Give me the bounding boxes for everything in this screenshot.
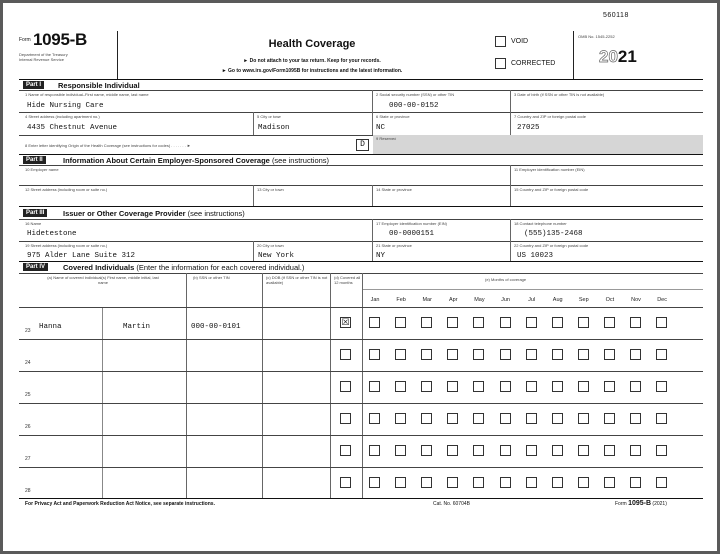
month-checkbox-jun[interactable] [500, 477, 511, 488]
part3-top-rule [19, 206, 703, 207]
month-checkbox-oct[interactable] [604, 445, 615, 456]
table-row-rule [19, 435, 703, 436]
row-number: 28 [25, 488, 31, 494]
month-checkbox-sep[interactable] [578, 413, 589, 424]
month-checkbox-dec[interactable] [656, 381, 667, 392]
month-label-jul: Jul [528, 297, 536, 303]
month-checkbox-apr[interactable] [447, 413, 458, 424]
field4-value[interactable]: 4435 Chestnut Avenue [27, 124, 118, 132]
field18-value[interactable]: (555)135-2468 [524, 230, 583, 238]
month-checkbox-mar[interactable] [421, 445, 432, 456]
footer-form-prefix: Form [615, 501, 627, 507]
covered-all-12-months-checkbox[interactable]: ☒ [341, 317, 350, 327]
month-checkbox-nov[interactable] [630, 413, 641, 424]
month-checkbox-jul[interactable] [526, 413, 537, 424]
field15-label: 15 Country and ZIP or foreign postal code [514, 187, 589, 192]
month-label-sep: Sep [578, 297, 589, 303]
month-checkbox-jan[interactable] [369, 317, 380, 328]
table-row-rule [19, 403, 703, 404]
month-checkbox-jan[interactable] [369, 477, 380, 488]
p1r2-div-b [372, 112, 373, 135]
month-checkbox-dec[interactable] [656, 413, 667, 424]
footer-cat-number: Cat. No. 60704B [433, 501, 470, 507]
instruction-line-1: ► Do not attach to your tax return. Keep for your records. [243, 58, 381, 64]
row-number: 27 [25, 456, 31, 462]
month-checkbox-apr[interactable] [447, 445, 458, 456]
month-checkbox-aug[interactable] [552, 413, 563, 424]
tax-year [599, 47, 637, 67]
header-divider-right [573, 31, 574, 79]
field19-value[interactable]: 975 Alder Lane Suite 312 [27, 252, 136, 260]
field3-label: 3 Date of birth (if SSN or other TIN is not available) [514, 92, 605, 97]
month-checkbox-oct[interactable] [604, 477, 615, 488]
row-number: 23 [25, 328, 31, 334]
part3-label: Part III [23, 209, 47, 217]
tax-year-prefix: 20 [599, 47, 618, 66]
month-checkbox-nov[interactable] [630, 381, 641, 392]
month-checkbox-feb[interactable] [395, 413, 406, 424]
month-label-dec: Dec [657, 297, 667, 303]
field6-label: 6 State or province [376, 114, 410, 119]
col-a-header: (a) Name of covered individual(s) First name, middle initial, last name [47, 275, 159, 285]
month-checkbox-may[interactable] [473, 445, 484, 456]
field17-value[interactable]: 00-0000151 [389, 230, 435, 238]
part2-row1-top [19, 165, 703, 166]
months-subheader-rule [362, 289, 703, 290]
field17-label: 17 Employer identification number (EIN) [376, 221, 447, 226]
part3-title [63, 209, 245, 218]
col-b-header: (b) SSN or other TIN [193, 275, 230, 280]
p2r2-div-b [372, 185, 373, 206]
field10-label: 10 Employer name [25, 167, 59, 172]
month-checkbox-aug[interactable] [552, 477, 563, 488]
part4-title-note: (Enter the information for each covered individual.) [136, 263, 305, 272]
month-checkbox-apr[interactable] [447, 477, 458, 488]
month-checkbox-apr[interactable] [447, 349, 458, 360]
field1-label: 1 Name of responsible individual–First name, middle name, last name [25, 92, 149, 97]
footer-privacy-notice: For Privacy Act and Paperwork Reduction Act Notice, see separate instructions. [25, 501, 215, 507]
p3r2-div-a [253, 241, 254, 261]
month-checkbox-may[interactable] [473, 317, 484, 328]
month-label-oct: Oct [605, 297, 615, 303]
part3-row2-top [19, 241, 703, 242]
field11-label: 11 Employer identification number (EIN) [514, 167, 585, 172]
field16-label: 16 Name [25, 221, 42, 226]
month-checkbox-aug[interactable] [552, 317, 563, 328]
field1-value[interactable]: Hide Nursing Care [27, 102, 104, 110]
part4-label: Part IV [23, 263, 48, 271]
col-c-header: (c) DOB (if SSN or other TIN is not available) [266, 275, 328, 285]
month-checkbox-mar[interactable] [421, 349, 432, 360]
field12-label: 12 Street address (including room or suite no.) [25, 187, 108, 192]
month-checkbox-feb[interactable] [395, 445, 406, 456]
month-label-apr: Apr [449, 297, 458, 303]
month-checkbox-dec[interactable] [656, 477, 667, 488]
p2r1-div [510, 165, 511, 185]
month-checkbox-jan[interactable] [369, 413, 380, 424]
field21-label: 21 State or province [376, 243, 412, 248]
table-row-rule [19, 467, 703, 468]
document-code: 560118 [603, 12, 629, 19]
void-checkbox[interactable] [495, 36, 506, 47]
p1r1-div-b [510, 90, 511, 112]
month-checkbox-jun[interactable] [500, 413, 511, 424]
instruction-line-2: ► Go to www.irs.gov/Form1095B for instructions and the latest information. [221, 68, 403, 74]
form-1095b-page [3, 3, 717, 551]
month-checkbox-nov[interactable] [630, 445, 641, 456]
part3-row1-top [19, 219, 703, 220]
month-checkbox-may[interactable] [473, 477, 484, 488]
month-checkbox-sep[interactable] [578, 317, 589, 328]
month-checkbox-apr[interactable] [447, 381, 458, 392]
part1-top-rule [19, 79, 703, 80]
month-checkbox-feb[interactable] [395, 349, 406, 360]
month-checkbox-nov[interactable] [630, 317, 641, 328]
month-checkbox-sep[interactable] [578, 445, 589, 456]
month-label-nov: Nov [631, 297, 641, 303]
table-row-rule [19, 307, 703, 308]
month-checkbox-feb[interactable] [395, 381, 406, 392]
month-checkbox-mar[interactable] [421, 413, 432, 424]
field20-label: 20 City or town [257, 243, 284, 248]
field6-value[interactable]: NC [376, 124, 386, 132]
part2-title-main: Information About Certain Employer-Sponsored Coverage [63, 156, 270, 165]
field9-reserved [373, 135, 703, 154]
month-label-feb: Feb [396, 297, 406, 303]
row-number: 24 [25, 360, 31, 366]
part2-row2-top [19, 185, 703, 186]
p3r1-div-a [372, 219, 373, 241]
p1r2-div-c [510, 112, 511, 135]
part1-title: Responsible Individual [58, 81, 140, 90]
month-checkbox-nov[interactable] [630, 349, 641, 360]
covered-all-12-months-checkbox[interactable] [340, 413, 351, 424]
omb-number: OMB No. 1545-2252 [578, 34, 615, 39]
month-checkbox-may[interactable] [473, 349, 484, 360]
part2-title-note: (see instructions) [271, 156, 330, 165]
field8-label: 8 Enter letter identifying Origin of the Health Coverage (see instructions for codes) . . . . . . . ► [25, 143, 191, 148]
table-row-rule [19, 371, 703, 372]
p3r2-div-c [510, 241, 511, 261]
month-checkbox-feb[interactable] [395, 477, 406, 488]
month-checkbox-jul[interactable] [526, 381, 537, 392]
part1-label: Part I [23, 81, 44, 89]
field7-label: 7 Country and ZIP or foreign postal code [514, 114, 586, 119]
row-number: 26 [25, 424, 31, 430]
month-checkbox-jan[interactable] [369, 349, 380, 360]
field19-label: 19 Street address (including room or suite no.) [25, 243, 108, 248]
month-checkbox-oct[interactable] [604, 349, 615, 360]
month-checkbox-dec[interactable] [656, 317, 667, 328]
part4-title-main: Covered Individuals [63, 263, 135, 272]
covered-ssn[interactable]: 000-00-0101 [191, 323, 241, 331]
field9-label: 9 Reserved [376, 136, 397, 141]
part2-top-rule [19, 154, 703, 155]
month-checkbox-dec[interactable] [656, 445, 667, 456]
part4-top-rule [19, 261, 703, 262]
footer-form-number: 1095-B [628, 500, 652, 507]
dept-line-1: Department of the Treasury [19, 52, 68, 57]
tax-year-suffix: 21 [617, 47, 637, 66]
covered-last-name[interactable]: Martin [123, 323, 151, 331]
form-number: 1095-B [33, 30, 87, 49]
month-label-mar: Mar [422, 297, 432, 303]
field5-value[interactable]: Madison [258, 124, 290, 132]
month-checkbox-apr[interactable] [447, 317, 458, 328]
month-checkbox-aug[interactable] [552, 349, 563, 360]
void-label: VOID [511, 38, 529, 45]
field16-value[interactable]: Hidetestone [27, 230, 77, 238]
table-row-rule [19, 339, 703, 340]
covered-all-12-months-checkbox[interactable] [340, 349, 351, 360]
part4-title [63, 263, 304, 272]
covered-all-12-months-checkbox[interactable] [340, 445, 351, 456]
dept-line-2: Internal Revenue Service [19, 57, 64, 62]
field20-value[interactable]: New York [258, 252, 295, 260]
month-checkbox-feb[interactable] [395, 317, 406, 328]
form-prefix: Form [19, 37, 31, 43]
p3r2-div-b [372, 241, 373, 261]
p2r2-div-a [253, 185, 254, 206]
month-label-jan: Jan [370, 297, 380, 303]
part3-title-main: Issuer or Other Coverage Provider [63, 209, 186, 218]
month-checkbox-oct[interactable] [604, 317, 615, 328]
field22-label: 22 Country and ZIP or foreign postal code [514, 243, 589, 248]
month-checkbox-nov[interactable] [630, 477, 641, 488]
field2-label: 2 Social security number (SSN) or other TIN [376, 92, 455, 97]
month-checkbox-jun[interactable] [500, 445, 511, 456]
covered-all-12-months-checkbox[interactable] [340, 477, 351, 488]
p3r1-div-b [510, 219, 511, 241]
p1r2-div-a [253, 112, 254, 135]
month-checkbox-sep[interactable] [578, 381, 589, 392]
col-d-header: (d) Covered all 12 months [334, 275, 361, 285]
month-checkbox-oct[interactable] [604, 413, 615, 424]
month-checkbox-jun[interactable] [500, 349, 511, 360]
month-checkbox-mar[interactable] [421, 477, 432, 488]
month-checkbox-jan[interactable] [369, 445, 380, 456]
p1r1-div-a [372, 90, 373, 112]
month-checkbox-mar[interactable] [421, 381, 432, 392]
month-label-jun: Jun [501, 297, 510, 303]
field2-value[interactable]: 000-00-0152 [389, 102, 439, 110]
month-checkbox-sep[interactable] [578, 477, 589, 488]
field14-label: 14 State or province [376, 187, 412, 192]
field7-value[interactable]: 27025 [517, 124, 540, 132]
part2-label: Part II [23, 156, 46, 164]
field13-label: 13 City or town [257, 187, 284, 192]
row-number: 25 [25, 392, 31, 398]
p2r2-div-c [510, 185, 511, 206]
month-checkbox-mar[interactable] [421, 317, 432, 328]
month-checkbox-jul[interactable] [526, 349, 537, 360]
covered-all-12-months-checkbox[interactable] [340, 381, 351, 392]
month-checkbox-aug[interactable] [552, 381, 563, 392]
corrected-label: CORRECTED [511, 60, 556, 67]
month-checkbox-sep[interactable] [578, 349, 589, 360]
month-checkbox-jan[interactable] [369, 381, 380, 392]
part2-title [63, 156, 329, 165]
part4-bottom-rule [19, 498, 703, 499]
month-checkbox-jun[interactable] [500, 317, 511, 328]
part3-title-note: (see instructions) [187, 209, 245, 218]
footer-form-id [615, 500, 667, 507]
month-checkbox-jul[interactable] [526, 317, 537, 328]
part1-row1-top [19, 90, 703, 91]
month-checkbox-jul[interactable] [526, 477, 537, 488]
month-label-may: May [474, 297, 485, 303]
field21-value[interactable]: NY [376, 252, 386, 260]
month-checkbox-oct[interactable] [604, 381, 615, 392]
month-checkbox-dec[interactable] [656, 349, 667, 360]
month-checkbox-jul[interactable] [526, 445, 537, 456]
month-checkbox-may[interactable] [473, 413, 484, 424]
month-checkbox-aug[interactable] [552, 445, 563, 456]
field22-value[interactable]: US 10023 [517, 252, 554, 260]
part1-row2-top [19, 112, 703, 113]
col-e-header: (e) Months of coverage [485, 277, 527, 282]
month-checkbox-may[interactable] [473, 381, 484, 392]
month-checkbox-jun[interactable] [500, 381, 511, 392]
field5-label: 5 City or town [257, 114, 282, 119]
field8-value[interactable]: D [356, 139, 369, 151]
form-title: Health Coverage [268, 38, 356, 50]
month-label-aug: Aug [552, 297, 563, 303]
covered-first-name[interactable]: Hanna [39, 323, 62, 331]
field18-label: 18 Contact telephone number [514, 221, 567, 226]
field4-label: 4 Street address (including apartment no.) [25, 114, 100, 119]
part4-header-top [19, 273, 703, 274]
footer-form-year: (2021) [652, 501, 667, 507]
corrected-checkbox[interactable] [495, 58, 506, 69]
